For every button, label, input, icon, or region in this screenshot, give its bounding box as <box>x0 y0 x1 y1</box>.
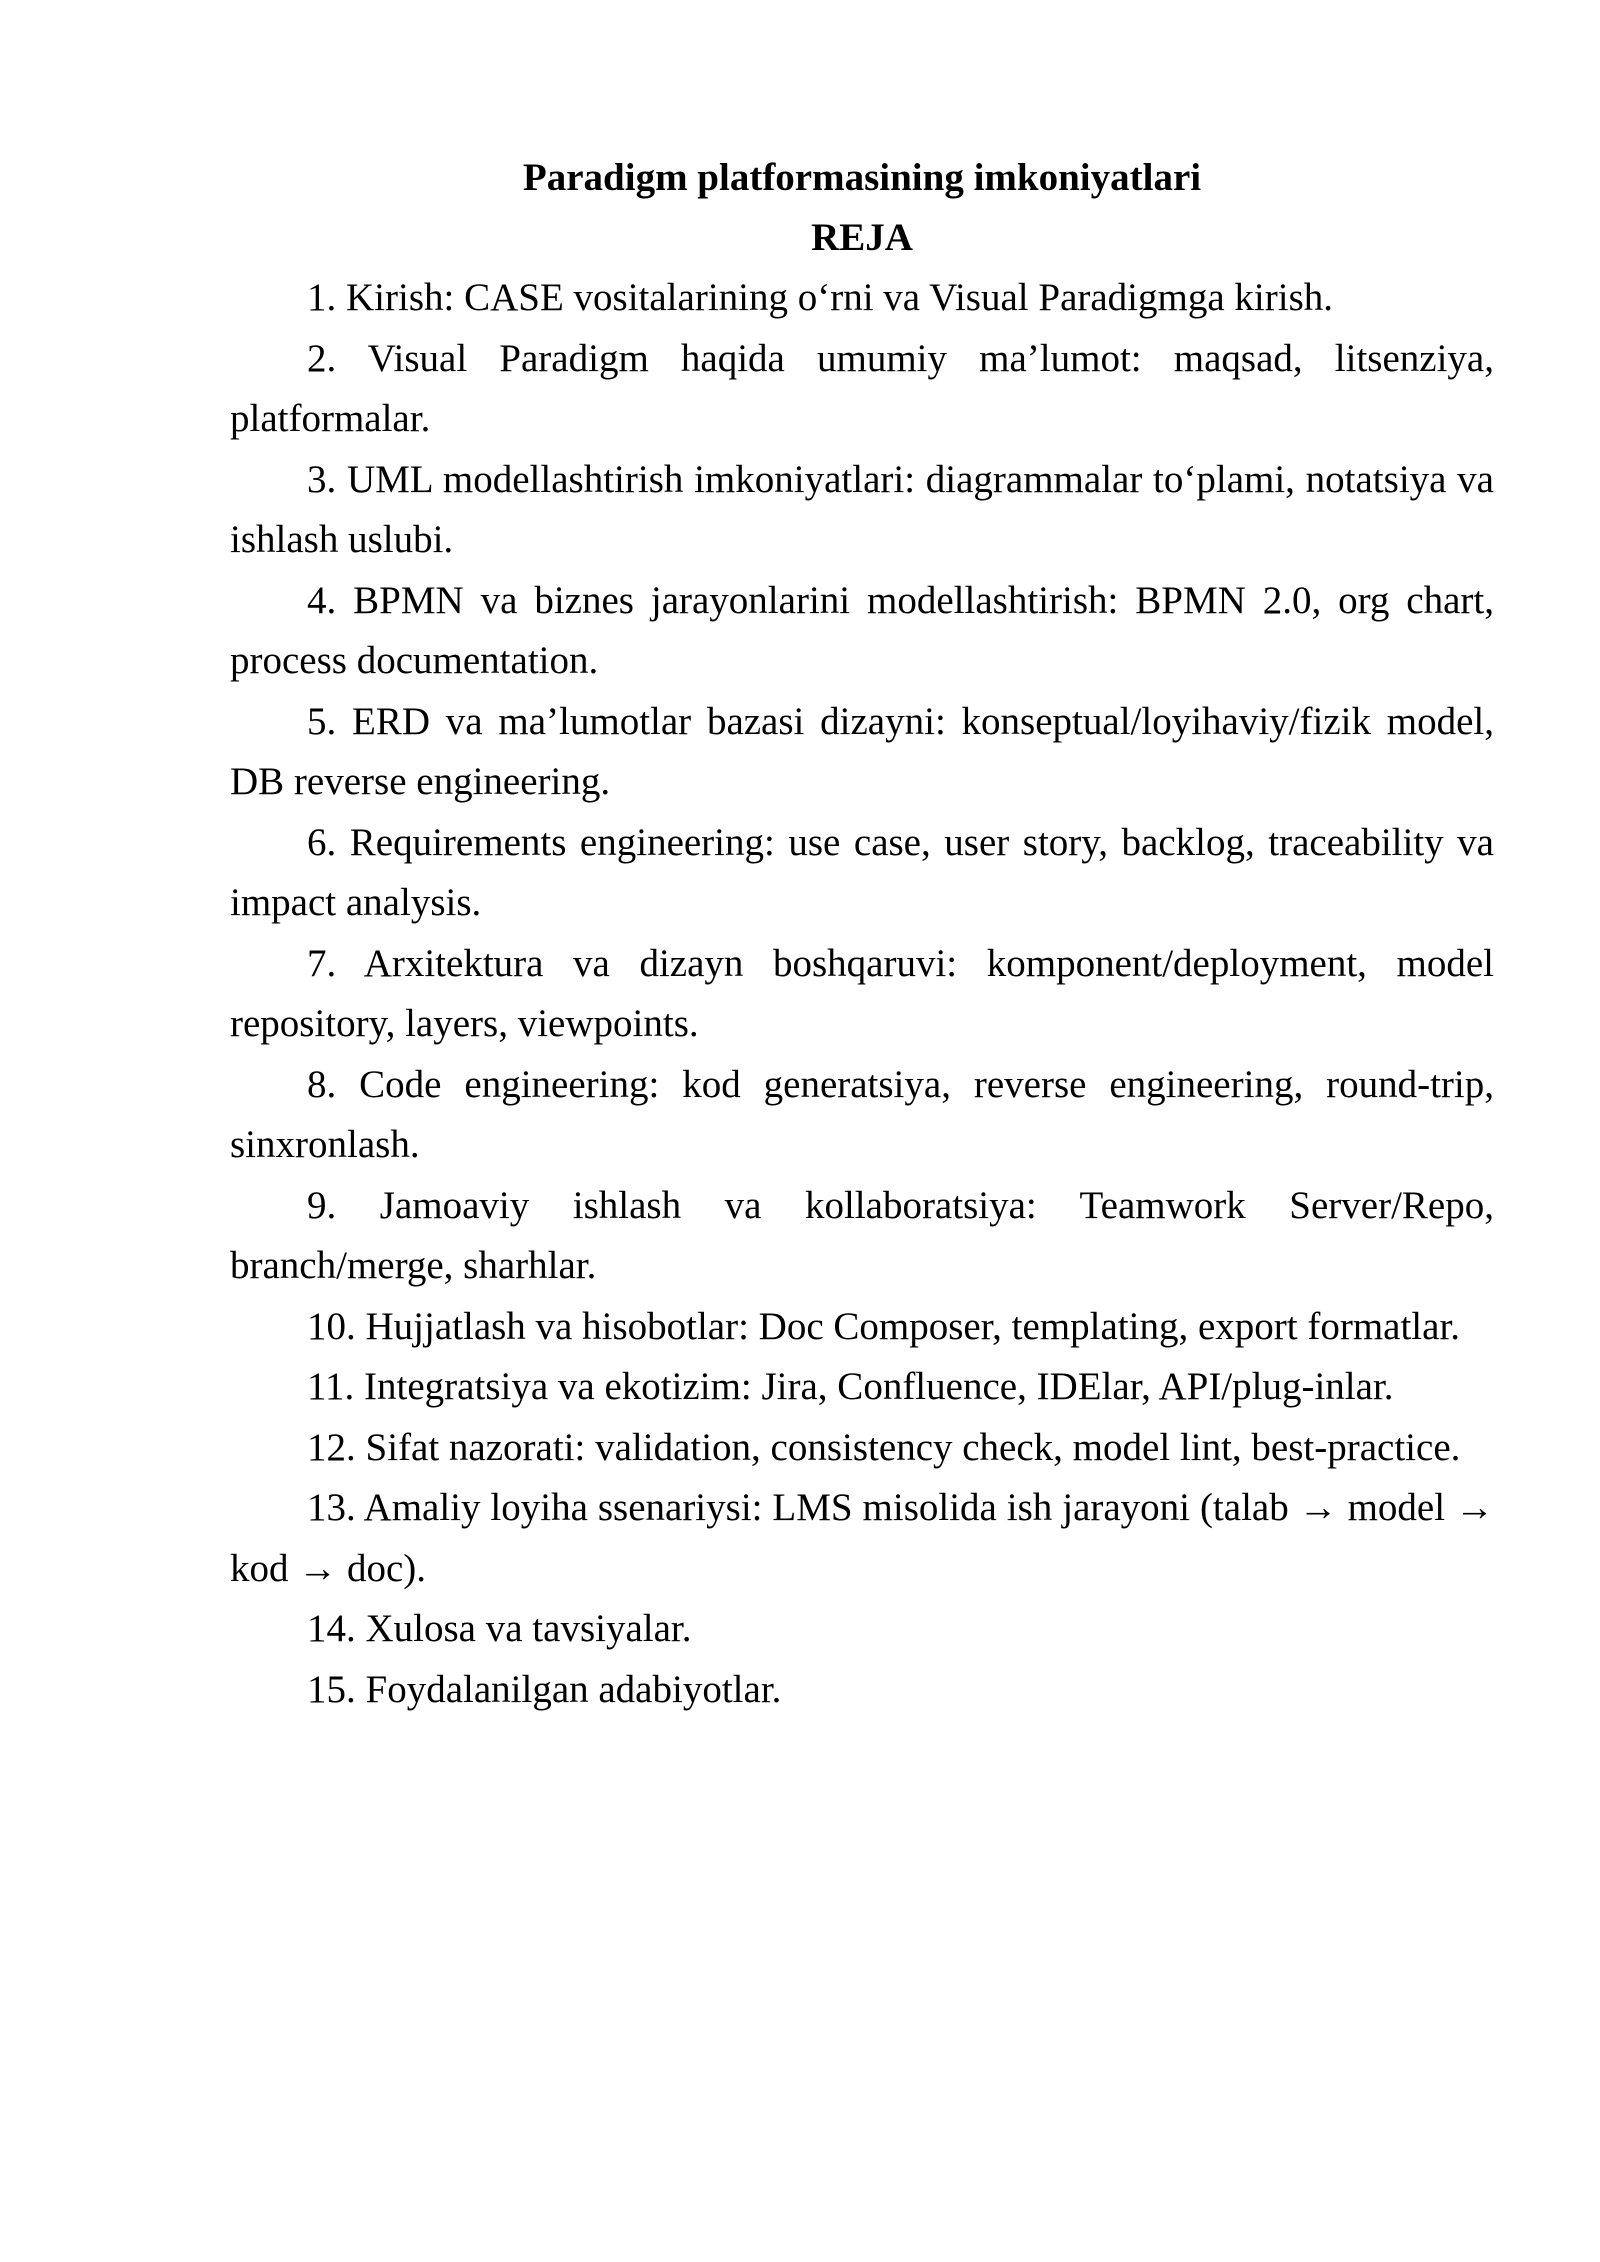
document-page <box>230 148 1494 1720</box>
plan-heading: REJA <box>811 216 913 259</box>
plan-item: 11. Integratsiya va ekotizim: Jira, Confluence, IDElar, API/plug-inlar. <box>307 1365 1394 1408</box>
plan-item: 7. Arxitektura va dizayn boshqaruvi: komponent/deployment, model repository, layers, viewpoints. <box>230 941 1494 1045</box>
plan-item: 15. Foydalanilgan adabiyotlar. <box>307 1667 782 1711</box>
plan-item: 2. Visual Paradigm haqida umumiy ma’lumot: maqsad, litsenziya, platformalar. <box>230 336 1494 440</box>
plan-item: 9. Jamoaviy ishlash va kollaboratsiya: Teamwork Server/Repo, branch/merge, sharhlar. <box>230 1183 1494 1287</box>
plan-item: 1. Kirish: CASE vositalarining o‘rni va Visual Paradigmga kirish. <box>307 276 1333 319</box>
plan-item: 3. UML modellashtirish imkoniyatlari: diagrammalar to‘plami, notatsiya va ishlash uslubi. <box>230 457 1494 561</box>
plan-item: 5. ERD va ma’lumotlar bazasi dizayni: konseptual/loyihaviy/fizik model, DB reverse engineering. <box>230 699 1494 803</box>
plan-item: 13. Amaliy loyiha ssenariysi: LMS misolida ish jarayoni (talab → model → kod → doc). <box>230 1486 1494 1590</box>
plan-item: 12. Sifat nazorati: validation, consistency check, model lint, best-practice. <box>307 1425 1461 1469</box>
plan-list <box>230 268 1494 1720</box>
plan-item: 8. Code engineering: kod generatsiya, reverse engineering, round-trip, sinxronlash. <box>230 1062 1494 1166</box>
plan-item: 14. Xulosa va tavsiyalar. <box>307 1607 692 1650</box>
plan-item: 6. Requirements engineering: use case, user story, backlog, traceability va impact analysis. <box>230 820 1494 924</box>
plan-item: 10. Hujjatlash va hisobotlar: Doc Composer, templating, export formatlar. <box>307 1304 1461 1348</box>
document-title: Paradigm platformasining imkoniyatlari <box>522 156 1202 199</box>
plan-item: 4. BPMN va biznes jarayonlarini modellashtirish: BPMN 2.0, org chart, process documentation. <box>230 578 1494 682</box>
